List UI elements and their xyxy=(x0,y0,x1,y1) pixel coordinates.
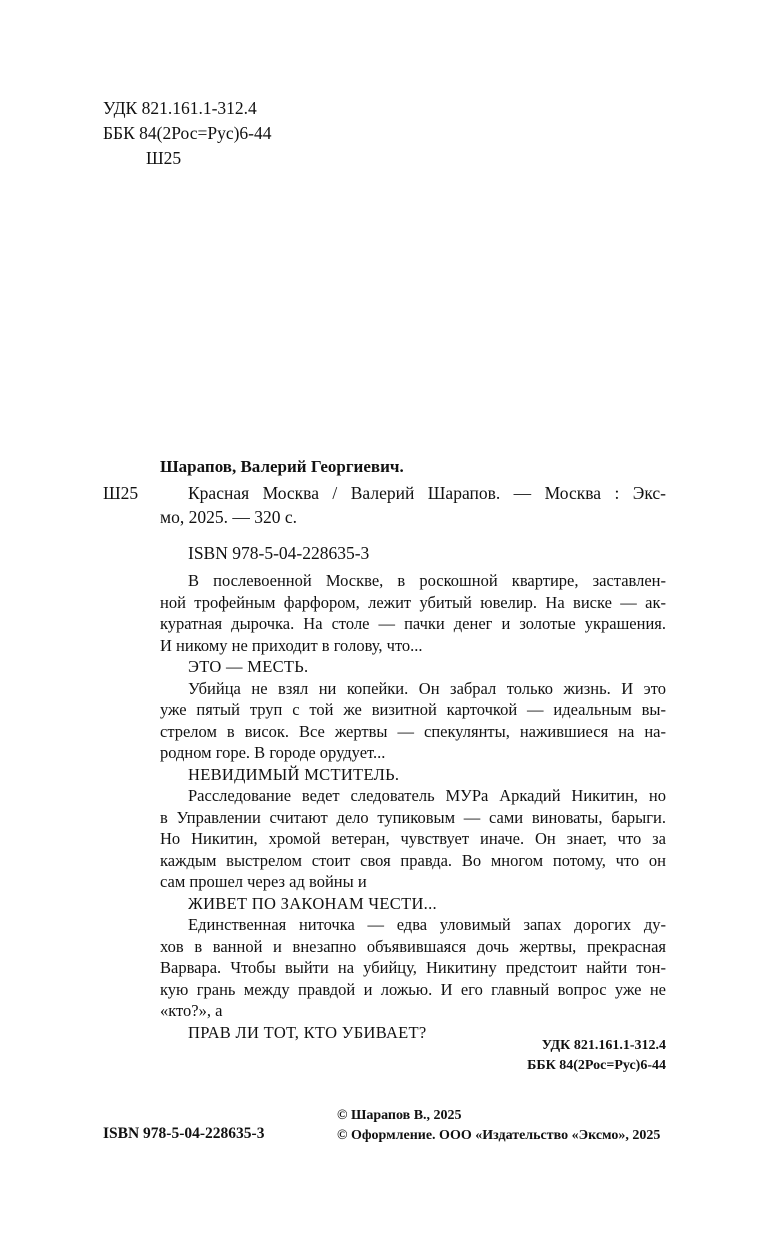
annotation xyxy=(160,570,666,1043)
author-heading: Шарапов, Валерий Георгиевич. xyxy=(160,457,404,476)
footer-isbn: ISBN 978-5-04-228635-3 xyxy=(103,1125,265,1142)
annotation-line: Убийца не взял ни копейки. Он забрал только жизнь. И это xyxy=(188,678,666,698)
annotation-line: ной трофейным фарфором, лежит убитый ювелир. На виске — ак- xyxy=(160,592,666,612)
annotation-line: в Управлении считают дело тупиковым — сами виноваты, барыги. xyxy=(160,807,666,827)
annotation-line: Единственная ниточка — едва уловимый запах дорогих ду- xyxy=(188,915,666,934)
annotation-line: куратная дырочка. На столе — пачки денег и золотые украшения. xyxy=(160,614,666,633)
annotation-line: кую грань между правдой и ложью. И его главный вопрос уже не xyxy=(160,979,666,999)
annotation-line: Расследование ведет следователь МУРа Аркадий Никитин, но xyxy=(188,786,666,805)
bottom-bbk: ББК 84(2Рос=Рус)6-44 xyxy=(527,1058,666,1073)
annotation-line: сам прошел через ад войны и xyxy=(160,872,367,891)
author-mark: Ш25 xyxy=(146,148,182,168)
annotation-line: хов в ванной и внезапно объявившаяся дочь жертвы, прекрасная xyxy=(160,936,666,956)
caps-line-3: ЖИВЕТ ПО ЗАКОНАМ ЧЕСТИ... xyxy=(188,893,437,913)
title-line-1: Красная Москва / Валерий Шарапов. — Москва : Экс- xyxy=(188,483,666,503)
caps-line-1: ЭТО — МЕСТЬ. xyxy=(188,657,309,676)
udk-code: УДК 821.161.1-312.4 xyxy=(103,98,257,118)
title-line-2: мо, 2025. — 320 с. xyxy=(160,507,297,527)
bbk-code: ББК 84(2Рос=Рус)6-44 xyxy=(103,123,272,143)
annotation-line: уже пятый труп с той же визитной карточкой — идеальным вы- xyxy=(160,700,666,719)
caps-line-2: НЕВИДИМЫЙ МСТИТЕЛЬ. xyxy=(188,764,400,784)
caps-line-4: ПРАВ ЛИ ТОТ, КТО УБИВАЕТ? xyxy=(188,1022,427,1042)
annotation-line: Но Никитин, хромой ветеран, чувствует иначе. Он знает, что за xyxy=(160,829,666,848)
annotation-line: «кто?», а xyxy=(160,1001,223,1020)
bottom-udk: УДК 821.161.1-312.4 xyxy=(541,1038,666,1053)
annotation-line: Варвара. Чтобы выйти на убийцу, Никитину предстоит найти тон- xyxy=(160,958,666,977)
copyright-author: © Шарапов В., 2025 xyxy=(337,1108,462,1123)
copyright-design: © Оформление. ООО «Издательство «Эксмо», 2025 xyxy=(337,1128,661,1143)
annotation-line: стрелом в висок. Все жертвы — спекулянты, нажившиеся на на- xyxy=(160,721,666,741)
annotation-line: В послевоенной Москве, в роскошной квартире, заставлен- xyxy=(188,571,666,590)
annotation-line: каждым выстрелом стоит своя правда. Во многом потому, что он xyxy=(160,850,666,870)
annotation-line: И никому не приходит в голову, что... xyxy=(160,635,423,655)
annotation-line: родном горе. В городе орудует... xyxy=(160,743,386,762)
isbn-line: ISBN 978-5-04-228635-3 xyxy=(188,543,370,563)
catalog-author-mark: Ш25 xyxy=(103,483,139,503)
